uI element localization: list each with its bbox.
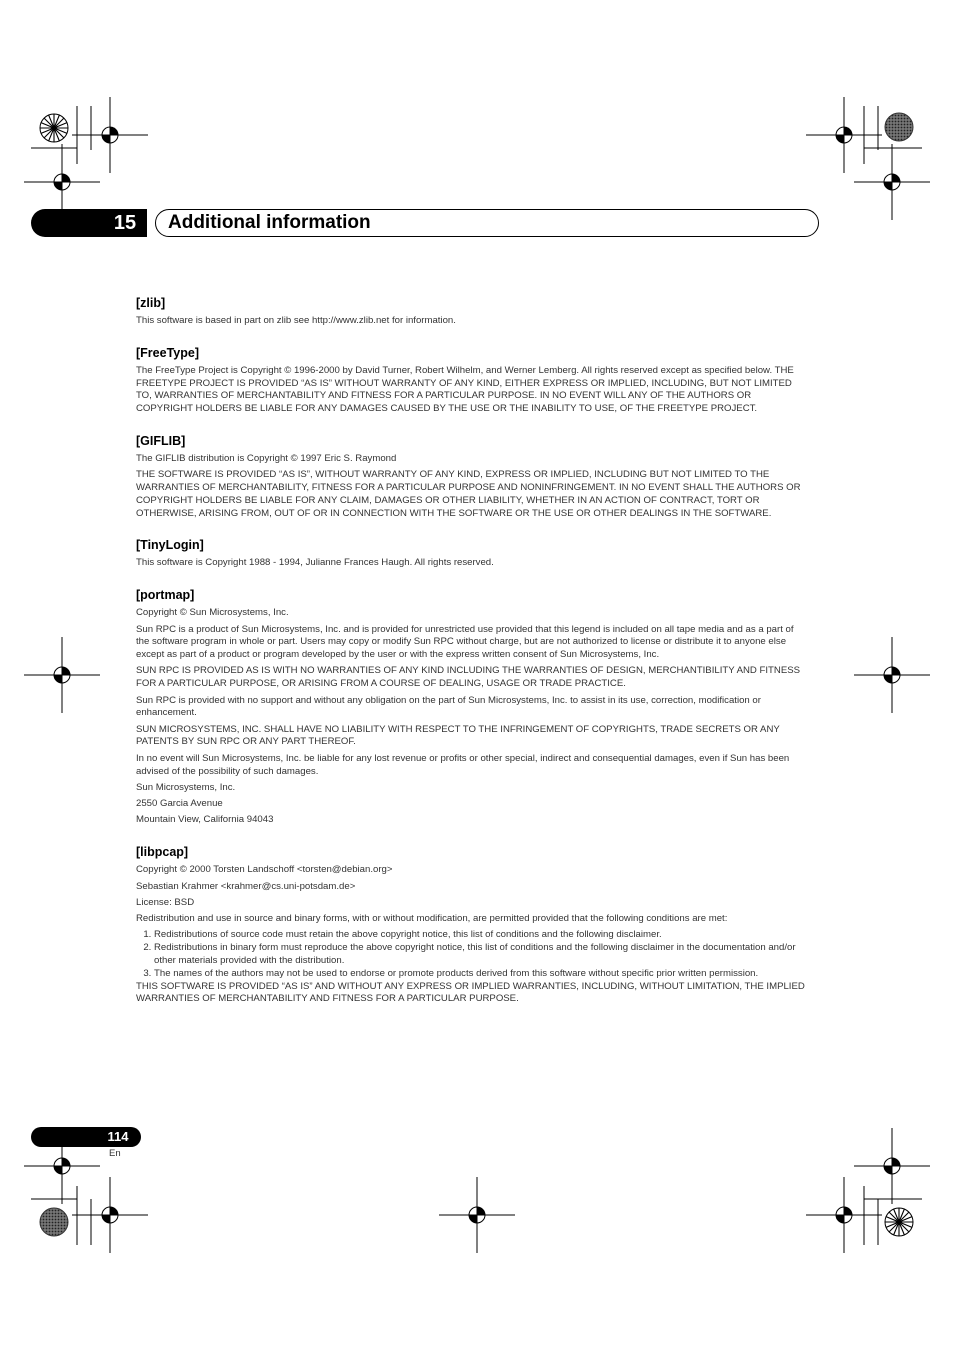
section-heading: [zlib] [136, 296, 166, 310]
paragraph: License: BSD [136, 896, 195, 908]
paragraph: Sun RPC is provided with no support and without any obligation on the part of Sun Microsystems, Inc. to assist in its use, correction, modification or enhancement. [136, 694, 761, 719]
section-giflib [136, 434, 808, 520]
page-language: En [109, 1148, 121, 1159]
section-libpcap [136, 845, 808, 1006]
list-item: 1. Redistributions of source code must retain the above copyright notice, this list of conditions and the following disclaimer. [154, 929, 808, 942]
section-heading: [GIFLIB] [136, 433, 186, 448]
paragraph: THE SOFTWARE IS PROVIDED “AS IS”, WITHOUT WARRANTY OF ANY KIND, EXPRESS OR IMPLIED, INCLUDING BUT NOT LIMITED TO THE WARRANTIES OF MERCHANTABILITY, FITNESS FOR A PARTICULAR PURPOSE AND NONINFRINGEMENT. IN NO EVENT SHALL THE AUTHORS OR COPYRIGHT HOLDERS BE LIABLE FOR ANY CLAIM, DAMAGES OR OTHER LIABILITY, WHETHER IN AN ACTION OF CONTRACT, TORT OR OTHERWISE, ARISING FROM, OUT OF OR IN CONNECTION WITH THE SOFTWARE OR THE USE OR OTHER DEALINGS IN THE SOFTWARE. [136, 469, 801, 519]
section-portmap [136, 588, 808, 827]
paragraph: The FreeType Project is Copyright © 1996-2000 by David Turner, Robert Wilhelm, and Werner Lemberg. All rights reserved except as specified below. THE FREETYPE PROJECT IS PROVIDED “AS IS” WITHOUT WARRANTY OF ANY KIND, EITHER EXPRESS OR IMPLIED, INCLUDING, BUT NOT LIMITED TO, WARRANTIES OF MERCHANTABILITY AND FITNESS FOR A PARTICULAR PURPOSE. IN NO EVENT WILL ANY OF THE AUTHORS OR COPYRIGHT HOLDERS BE LIABLE FOR ANY DAMAGES CAUSED BY THE USE OR THE INABILITY TO USE, OF THE FREETYPE PROJECT. [136, 364, 794, 415]
paragraph: Mountain View, California 94043 [136, 814, 274, 826]
paragraph: In no event will Sun Microsystems, Inc. be liable for any lost revenue or profits or other special, indirect and consequential damages, even if Sun has been advised of the possibility of such damages. [136, 752, 790, 777]
license-content [136, 296, 808, 1024]
section-heading: [FreeType] [136, 345, 199, 360]
paragraph: Sebastian Krahmer <krahmer@cs.uni-potsdam.de> [136, 880, 356, 892]
paragraph: Redistribution and use in source and binary forms, with or without modification, are permitted provided that the following conditions are met: [136, 913, 728, 925]
paragraph: Copyright © Sun Microsystems, Inc. [136, 607, 289, 619]
section-heading: [TinyLogin] [136, 538, 204, 553]
section-tinylogin [136, 538, 808, 570]
conditions-list [136, 929, 808, 980]
list-item: 2. Redistributions in binary form must reproduce the above copyright notice, this list of conditions and the following disclaimer in the documentation and/or other materials provided with the distribution. [154, 942, 808, 968]
paragraph: This software is based in part on zlib see http://www.zlib.net for information. [136, 315, 456, 326]
chapter-number: 15 [113, 212, 137, 234]
section-freetype [136, 346, 808, 416]
paragraph: 2550 Garcia Avenue [136, 798, 223, 810]
section-zlib [136, 296, 808, 328]
paragraph: The GIFLIB distribution is Copyright © 1997 Eric S. Raymond [136, 452, 397, 464]
paragraph: THIS SOFTWARE IS PROVIDED “AS IS” AND WITHOUT ANY EXPRESS OR IMPLIED WARRANTIES, INCLUDING, WITHOUT LIMITATION, THE IMPLIED WARRANTIES OF MERCHANTABILITY AND FITNESS FOR A PARTICULAR PURPOSE. [136, 980, 805, 1005]
paragraph: This software is Copyright 1988 - 1994, Julianne Frances Haugh. All rights reserved. [136, 557, 494, 569]
paragraph: Sun Microsystems, Inc. [136, 781, 236, 793]
paragraph: Copyright © 2000 Torsten Landschoff <torsten@debian.org> [136, 864, 393, 876]
page-number: 114 [107, 1129, 129, 1144]
chapter-title: Additional information [168, 212, 371, 233]
list-item: 3. The names of the authors may not be used to endorse or promote products derived from this software without specific prior written permission. [154, 968, 808, 981]
section-heading: [portmap] [136, 588, 195, 603]
section-heading: [libpcap] [136, 845, 189, 860]
paragraph: SUN MICROSYSTEMS, INC. SHALL HAVE NO LIABILITY WITH RESPECT TO THE INFRINGEMENT OF COPYRIGHTS, TRADE SECRETS OR ANY PATENTS BY SUN RPC OR ANY PART THEREOF. [136, 723, 780, 748]
paragraph: Sun RPC is a product of Sun Microsystems, Inc. and is provided for unrestricted use provided that this legend is included on all tape media and as a part of the software program in whole or part. Users may copy or modify Sun RPC without charge, but are not authorized to license or distribute it to anyone else except as part of a product or program developed by the user or with the express written consent of Sun Microsystems, Inc. [136, 623, 794, 661]
paragraph: SUN RPC IS PROVIDED AS IS WITH NO WARRANTIES OF ANY KIND INCLUDING THE WARRANTIES OF DESIGN, MERCHANTIBILITY AND FITNESS FOR A PARTICULAR PURPOSE, OR ARISING FROM A COURSE OF DEALING, USAGE OR TRADE PRACTICE. [136, 665, 801, 690]
